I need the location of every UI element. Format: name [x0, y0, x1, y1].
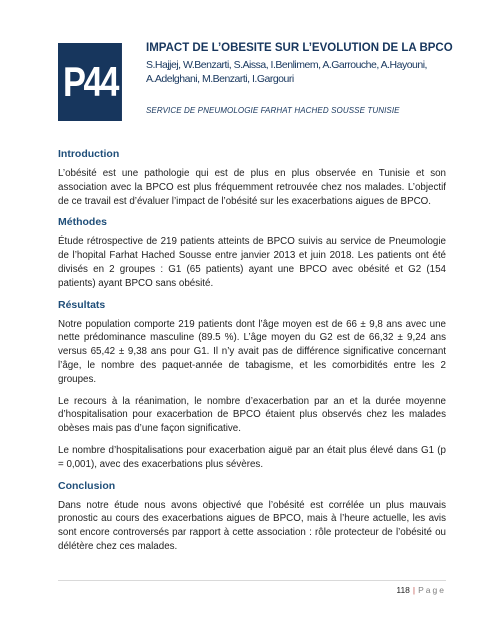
footer-separator: | — [412, 585, 416, 595]
footer-divider — [58, 580, 446, 581]
page-number: 118 — [396, 585, 410, 595]
resultats-text-3: Le nombre d’hospitalisations pour exacerbation aiguë par an était plus élevé dans G1 (p = 0,001), avec des exacerbations plus sévères. — [58, 444, 446, 470]
abstract-body — [58, 148, 446, 562]
introduction-heading: Introduction — [58, 148, 120, 160]
methodes-text: Étude rétrospective de 219 patients atteints de BPCO suivis au service de Pneumologie de l’hopital Farhat Hached Sousse entre janvier 2013 et juin 2018. Les patients ont été divisés en 2 groupes : G1 (65 patients) ayant une BPCO avec obésité et G2 (154 patients) ayant BPCO sans obésité. — [58, 236, 446, 289]
resultats-text-2: Le recours à la réanimation, le nombre d’exacerbation par an et la durée moyenne d’hospitalisation pour exacerbation de BPCO étaient plus observés chez les malades obèses mais pas d’une façon significative. — [58, 395, 446, 435]
resultats-text-1: Notre population comporte 219 patients dont l’âge moyen est de 66 ± 9,8 ans avec une nette prédominance masculine (89.5 %). L’âge moyen du G2 est de 66,32 ± 9,24 ans versus 65,42 ± 9,38 ans pour G1. Il n’y avait pas de différence significative concernant l’âge, le nombre des paquet-année de tabagisme, et les comorbidités entre les 2 groupes. — [58, 318, 446, 385]
page-label: Page — [418, 585, 446, 595]
methodes-heading: Méthodes — [58, 216, 108, 229]
resultats-heading: Résultats — [58, 298, 106, 311]
page-footer — [340, 585, 446, 595]
affiliation: SERVICE DE PNEUMOLOGIE FARHAT HACHED SOUSSE TUNISIE — [146, 106, 400, 115]
author-list: S.Hajjej, W.Benzarti, S.Aissa, I.Benlimem, A.Garrouche, A.Hayouni, A.Adelghani, M.Benzarti, I.Gargouri — [146, 59, 427, 85]
conclusion-text: Dans notre étude nous avons objectivé que l’obésité est corrélée un plus mauvais pronostic au cours des exacerbations aigues de BPCO, mais à l’heure actuelle, les avis sont encore controversés par rapport à cette association : rôle protecteur de l’obésité ou délétère chez ces malades. — [58, 499, 446, 552]
conclusion-heading: Conclusion — [58, 479, 116, 492]
abstract-number-badge: P44 — [58, 43, 122, 121]
abstract-title: IMPACT DE L’OBESITE SUR L’EVOLUTION DE LA BPCO — [146, 42, 453, 54]
introduction-text: L’obésité est une pathologie qui est de plus en plus observée en Tunisie et son association avec la BPCO est plus fréquemment retrouvée chez nos malades. L’objectif de ce travail est d’évaluer l’impact de l’obésité sur les exacerbations aigues de BPCO. — [58, 168, 446, 207]
